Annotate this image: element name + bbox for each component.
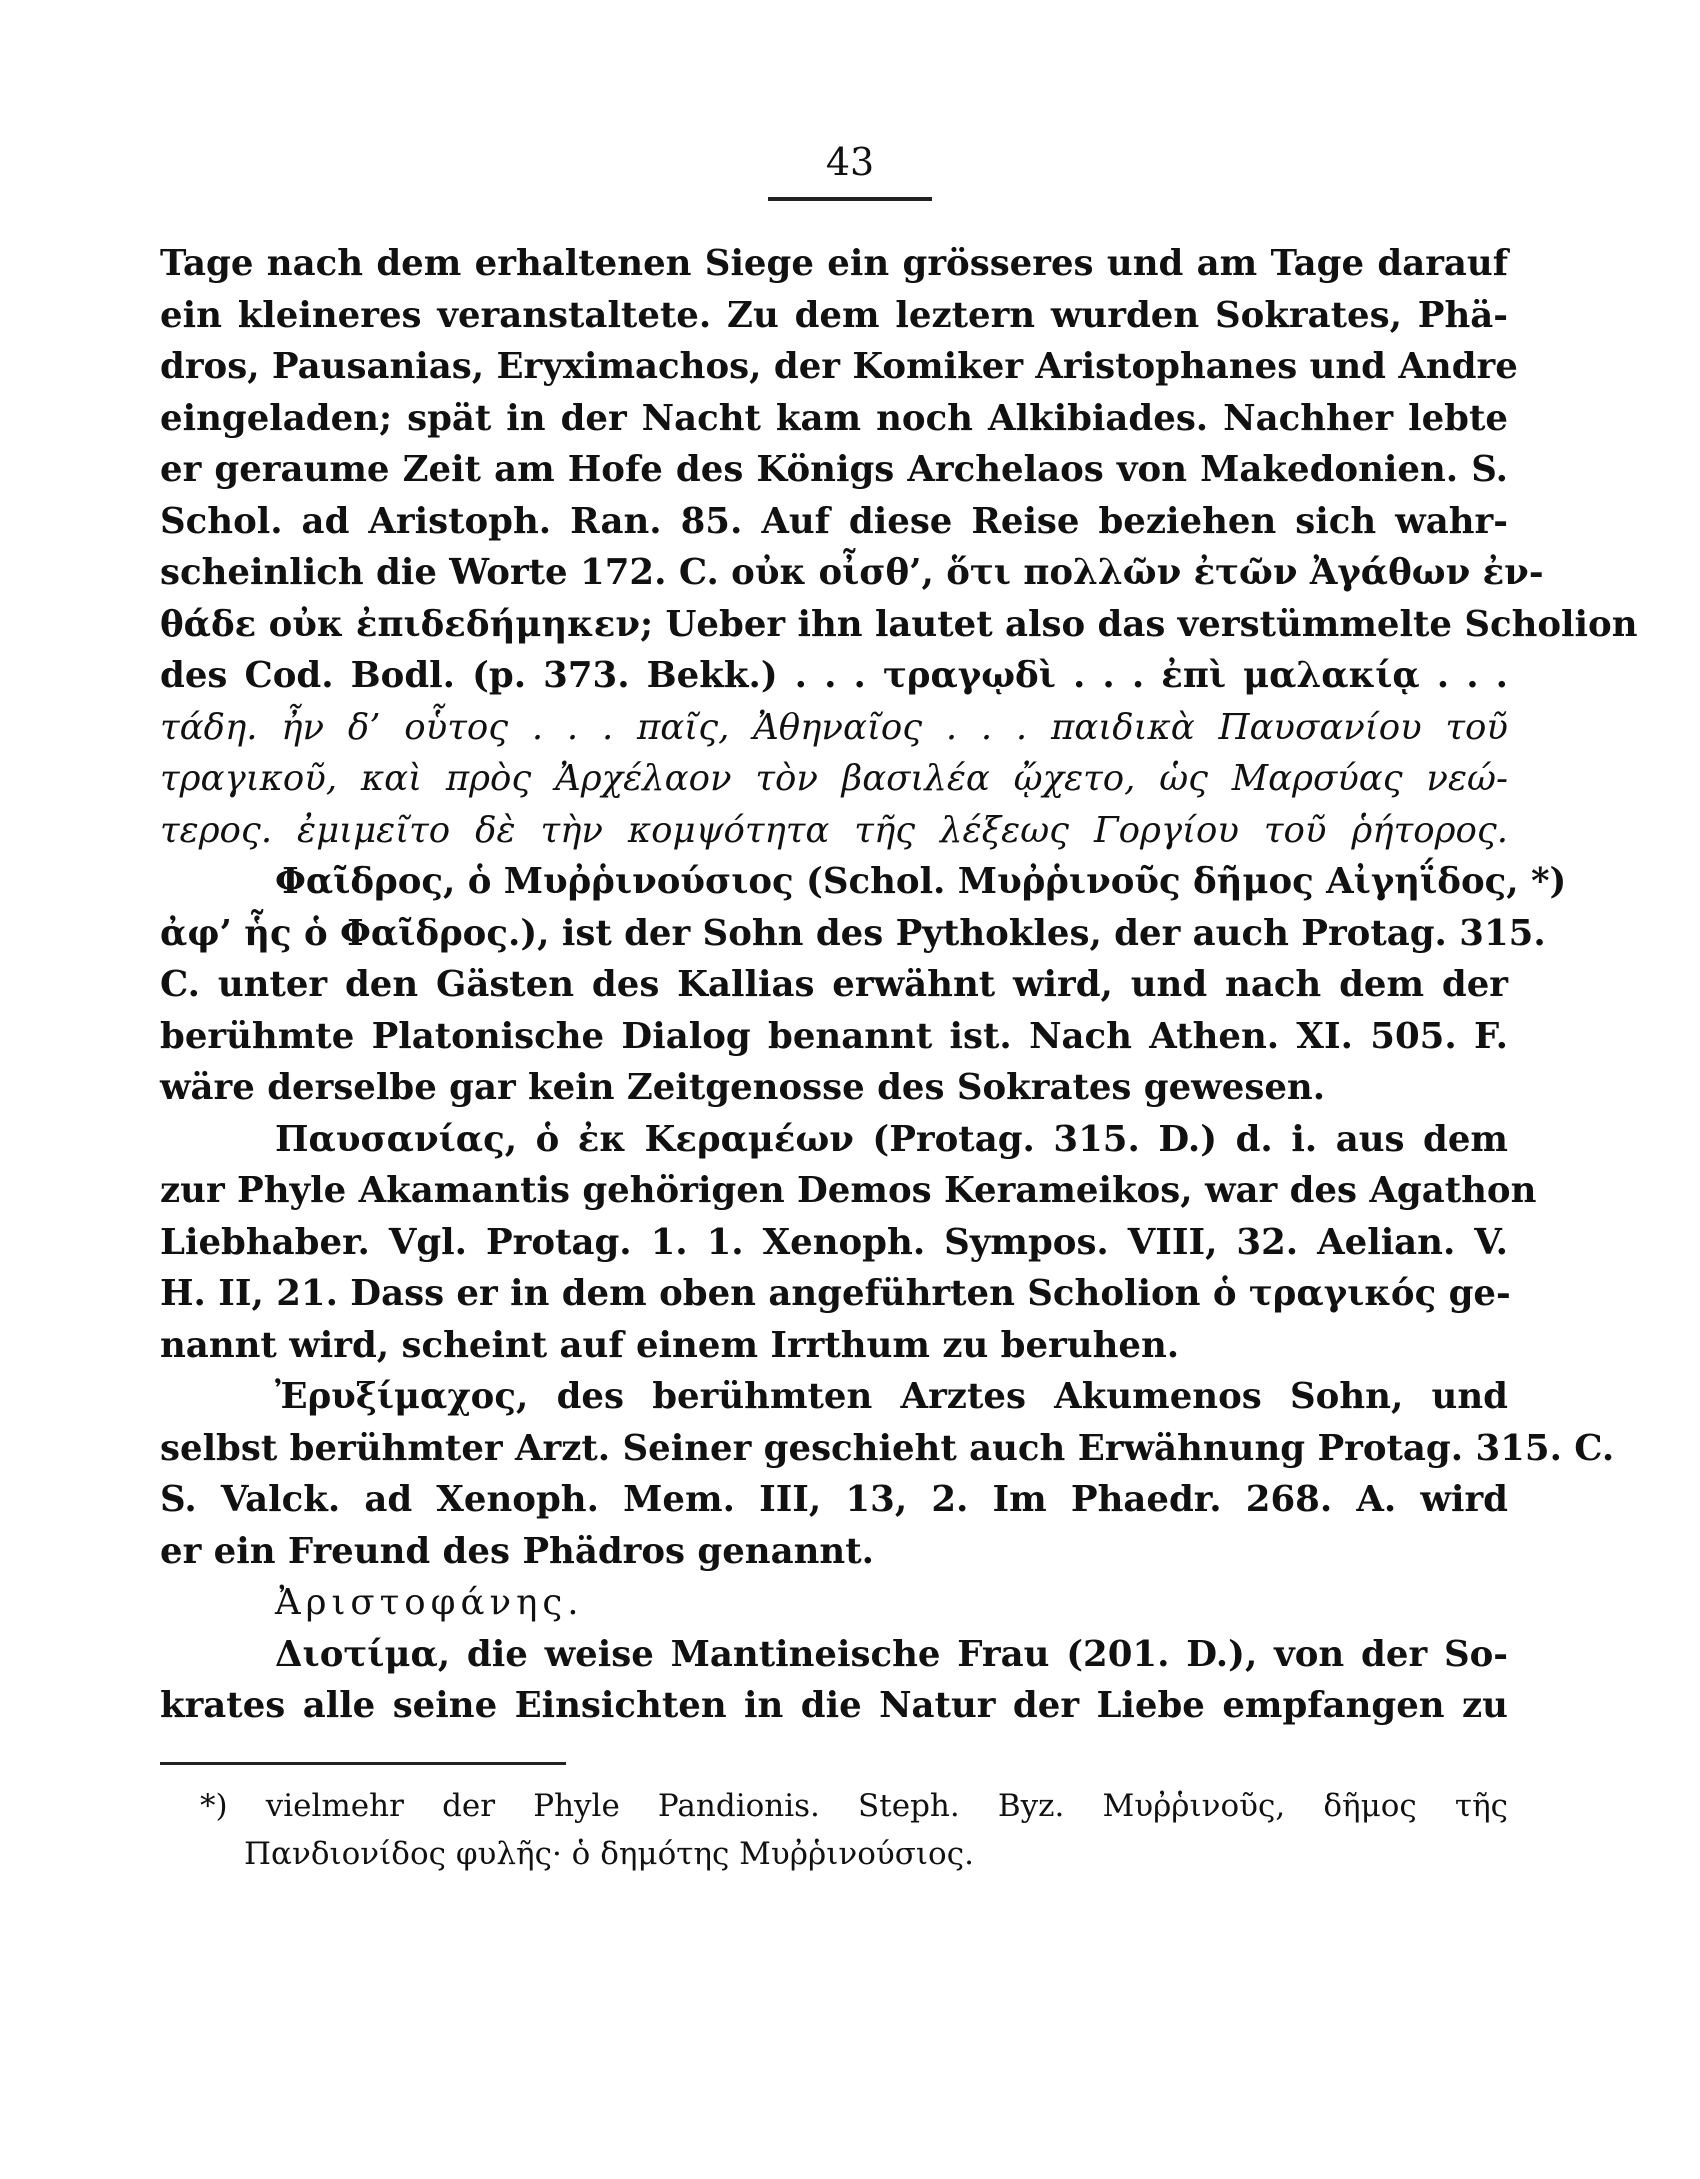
- text-line: θάδε οὐκ ἐπιδεδήμηκεν; Ueber ihn lautet also das verstümmelte Scholion: [160, 603, 1638, 645]
- text-line: H. II, 21. Dass er in dem oben angeführten Scholion ὁ τραγικός ge-: [160, 1273, 1511, 1314]
- text-line: ἀφ’ ἧς ὁ Φαῖδρος.), ist der Sohn des Pythokles, der auch Protag. 315.: [160, 912, 1546, 954]
- text-line: er ein Freund des Phädros genannt.: [160, 1530, 874, 1572]
- text-line: scheinlich die Worte 172. C. οὐκ οἶσθ’, ὅτι πολλῶν ἐτῶν Ἀγάθων ἐν-: [160, 552, 1544, 593]
- body-text: [160, 238, 1638, 1732]
- text-line: C. unter den Gästen des Kallias erwähnt wird, und nach dem der: [160, 964, 1508, 1005]
- text-line: berühmte Platonische Dialog benannt ist. Nach Athen. XI. 505. F.: [160, 1015, 1508, 1057]
- text-line-pausanias: Παυσανίας, ὁ ἐκ Κεραμέων (Protag. 315. D.) d. i. aus dem: [275, 1118, 1508, 1160]
- text-line: wäre derselbe gar kein Zeitgenosse des Sokrates gewesen.: [160, 1067, 1326, 1108]
- text-line: nannt wird, scheint auf einem Irrthum zu beruhen.: [160, 1324, 1180, 1366]
- text-line: des Cod. Bodl. (p. 373. Bekk.) . . . τραγῳδὶ . . . ἐπὶ μαλακίᾳ . . .: [160, 655, 1508, 696]
- text-line: S. Valck. ad Xenoph. Mem. III, 13, 2. Im Phaedr. 268. A. wird: [160, 1479, 1508, 1520]
- text-line: Schol. ad Aristoph. Ran. 85. Auf diese Reise beziehen sich wahr-: [160, 500, 1508, 542]
- footnote-rule: [160, 1762, 566, 1765]
- text-line: τάδη. ἦν δ’ οὗτος . . . παῖς, Ἀθηναῖος . . . παιδικὰ Παυσανίου τοῦ: [160, 706, 1508, 748]
- text-line: dros, Pausanias, Eryximachos, der Komiker Aristophanes und Andre: [160, 346, 1518, 387]
- footnote: [200, 1782, 1508, 1878]
- text-line: zur Phyle Akamantis gehörigen Demos Kerameikos, war des Agathon: [160, 1170, 1537, 1211]
- text-line-diotima: Διοτίμα, die weise Mantineische Frau (201. D.), von der So-: [275, 1633, 1508, 1675]
- page-number: 43: [825, 140, 875, 184]
- text-line: ein kleineres veranstaltete. Zu dem leztern wurden Sokrates, Phä-: [160, 294, 1508, 336]
- text-line-eryximachos: Ἐρυξίμαχος, des berühmten Arztes Akumenos Sohn, und: [275, 1376, 1508, 1417]
- text-line: krates alle seine Einsichten in die Natur der Liebe empfangen zu: [160, 1685, 1508, 1726]
- text-line: eingeladen; spät in der Nacht kam noch Alkibiades. Nachher lebte: [160, 397, 1508, 439]
- text-line: Liebhaber. Vgl. Protag. 1. 1. Xenoph. Sympos. VIII, 32. Aelian. V.: [160, 1221, 1508, 1263]
- text-line: selbst berühmter Arzt. Seiner geschieht auch Erwähnung Protag. 315. C.: [160, 1427, 1615, 1469]
- text-line: τερος. ἐμιμεῖτο δὲ τὴν κομψότητα τῆς λέξεως Γοργίου τοῦ ῥήτορος.: [160, 809, 1508, 851]
- page-number-rule: [768, 197, 932, 201]
- text-line-aristophanes: Ἀριστοφάνης.: [275, 1582, 584, 1623]
- text-line: τραγικοῦ, καὶ πρὸς Ἀρχέλαον τὸν βασιλέα ᾤχετο, ὡς Μαρσύας νεώ-: [160, 758, 1508, 799]
- footnote-line: Πανδιονίδος φυλῆς· ὁ δημότης Μυῤῥινούσιος.: [244, 1836, 974, 1872]
- footnote-line: *) vielmehr der Phyle Pandionis. Steph. Byz. Μυῤῥινοῦς, δῆμος τῆς: [200, 1788, 1508, 1824]
- text-line: Tage nach dem erhaltenen Siege ein grösseres und am Tage darauf: [160, 243, 1508, 284]
- text-line: er geraume Zeit am Hofe des Königs Archelaos von Makedonien. S.: [160, 449, 1508, 490]
- text-line-phaidros: Φαῖδρος, ὁ Μυῤῥινούσιος (Schol. Μυῤῥινοῦς δῆμος Αἰγηΐδος, *): [275, 861, 1567, 902]
